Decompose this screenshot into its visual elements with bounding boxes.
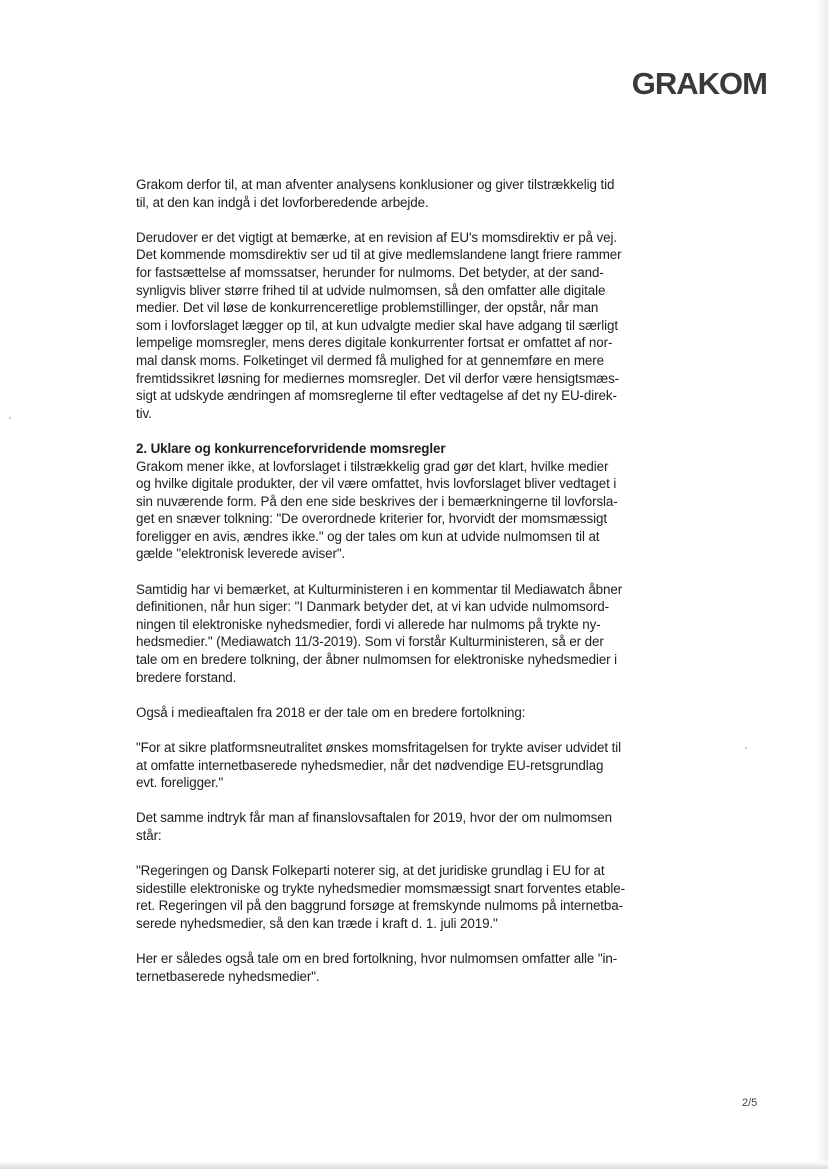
scan-edge-bottom: [0, 1161, 828, 1169]
text-line: Også i medieaftalen fra 2018 er der tale om en bredere fortolkning:: [136, 704, 526, 720]
text-line: fremtidssikret løsning for mediernes momsregler. Det vil derfor være hensigtsmæs-: [136, 370, 620, 386]
paragraph-gap: [136, 933, 636, 951]
text-line: get en snæver tolkning: "De overordnede kriterier for, hvorvidt der momsmæssigt: [136, 511, 607, 527]
text-line: ningen til elektroniske nyhedsmedier, fordi vi allerede har nulmoms på trykte ny-: [136, 616, 601, 632]
text-line: tale om en bredere tolkning, der åbner nulmomsen for elektroniske nyhedsmedier i: [136, 652, 618, 668]
paragraph: [136, 440, 636, 563]
text-line: lempelige momsregler, mens deres digitale konkurrenter fortsat er omfattet af nor-: [136, 335, 613, 351]
paragraph: [136, 704, 636, 722]
text-line: bredere forstand.: [136, 669, 237, 685]
paragraph-gap: [136, 211, 636, 229]
text-line: Grakom mener ikke, at lovforslaget i tilstrækkelig grad gør det klart, hvilke medier: [136, 458, 609, 474]
text-line: Grakom derfor til, at man afventer analysens konklusioner og giver tilstrækkelig tid: [136, 177, 615, 192]
grakom-logo: GRAKOM: [631, 66, 767, 101]
page-number: 2/5: [742, 1097, 758, 1109]
paragraph-gap: [136, 422, 636, 440]
text-line: foreligger en avis, ændres ikke." og der tales om kun at udvide nulmomsen til at: [136, 528, 600, 544]
text-line: står:: [136, 827, 162, 843]
text-line: og hvilke digitale produkter, der vil være omfattet, hvis lovforslaget bliver vedtaget i: [136, 476, 617, 492]
paragraph: [136, 581, 636, 687]
text-line: Her er således også tale om en bred fortolkning, hvor nulmomsen omfatter alle "in-: [136, 951, 618, 967]
text-line: definitionen, når hun siger: "I Danmark betyder det, at vi kan udvide nulmomsord-: [136, 599, 610, 615]
text-line: serede nyhedsmedier, så den kan træde i kraft d. 1. juli 2019.": [136, 915, 498, 931]
text-line: Det kommende momsdirektiv ser ud til at give medlemslandene langt friere rammer: [136, 247, 622, 263]
letter-body: [136, 176, 636, 985]
text-line: "Regeringen og Dansk Folkeparti noterer sig, at det juridiske grundlag i EU for at: [136, 863, 605, 879]
text-line: Samtidig har vi bemærket, at Kulturministeren i en kommentar til Mediawatch åbner: [136, 581, 623, 597]
paragraph: [136, 950, 636, 985]
scan-speck: [9, 417, 11, 419]
text-line: Derudover er det vigtigt at bemærke, at en revision af EU's momsdirektiv er på vej.: [136, 229, 617, 245]
text-line: gælde "elektronisk leverede aviser".: [136, 546, 346, 562]
text-line: Det samme indtryk får man af finanslovsaftalen for 2019, hvor der om nulmomsen: [136, 810, 612, 826]
text-line: mal dansk moms. Folketinget vil dermed få mulighed for at gennemføre en mere: [136, 352, 604, 368]
paragraph: [136, 739, 636, 792]
section-heading: 2. Uklare og konkurrenceforvridende momsregler: [136, 440, 446, 456]
text-line: evt. foreligger.": [136, 775, 224, 791]
text-line: til, at den kan indgå i det lovforberedende arbejde.: [136, 194, 429, 210]
text-line: som i lovforslaget lægger op til, at kun udvalgte medier skal have adgang til særligt: [136, 317, 618, 333]
paragraph-gap: [136, 792, 636, 810]
paragraph-gap: [136, 845, 636, 863]
paragraph: [136, 862, 636, 932]
text-line: hedsmedier." (Mediawatch 11/3-2019). Som vi forstår Kulturministeren, så er der: [136, 634, 604, 650]
text-line: medier. Det vil løse de konkurrenceretlige problemstillinger, der opstår, når man: [136, 300, 599, 316]
paragraph: [136, 229, 636, 423]
text-line: ret. Regeringen vil på den baggrund forsøge at fremskynde nulmoms på internetba-: [136, 898, 623, 914]
paragraph-gap: [136, 721, 636, 739]
text-line: synligvis bliver større frihed til at udvide nulmomsen, så den omfatter alle digitale: [136, 282, 606, 298]
paragraph-gap: [136, 563, 636, 581]
scan-edge-right: [816, 0, 828, 1169]
text-line: for fastsættelse af momssatser, herunder for nulmoms. Det betyder, at der sand-: [136, 264, 604, 280]
text-line: ternetbaserede nyhedsmedier".: [136, 968, 320, 984]
text-line: tiv.: [136, 405, 152, 421]
text-line: "For at sikre platformsneutralitet ønskes momsfritagelsen for trykte aviser udvidet til: [136, 740, 621, 755]
scan-speck: [745, 747, 747, 749]
text-line: at omfatte internetbaserede nyhedsmedier, når det nødvendige EU-retsgrundlag: [136, 757, 604, 773]
text-line: sidestille elektroniske og trykte nyhedsmedier momsmæssigt snart forventes etable-: [136, 880, 625, 896]
text-line: sin nuværende form. På den ene side beskrives der i bemærkningerne til lovforsla-: [136, 493, 618, 509]
paragraph: [136, 809, 636, 844]
paragraph: [136, 176, 636, 211]
text-line: sigt at udskyde ændringen af momsreglerne til efter vedtagelse af det ny EU-direk-: [136, 388, 617, 404]
paragraph-gap: [136, 686, 636, 704]
